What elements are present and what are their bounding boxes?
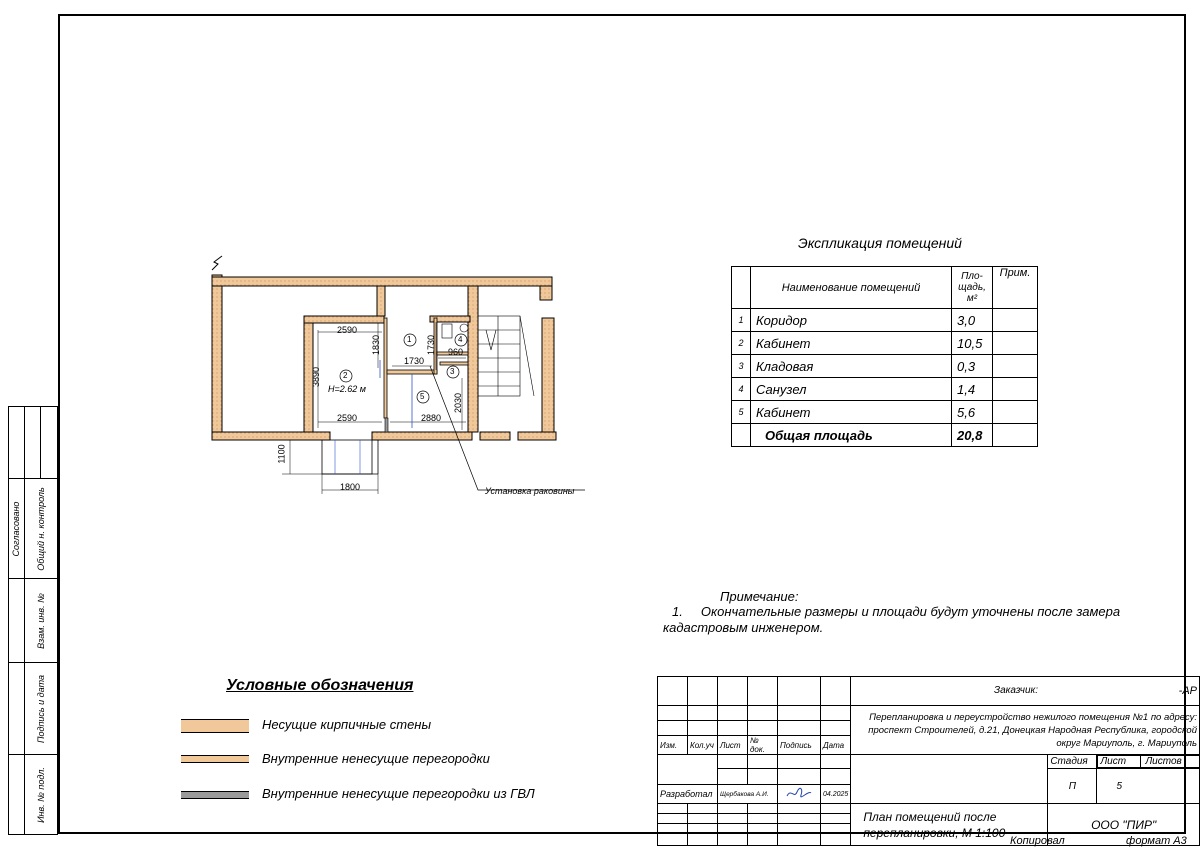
- ceiling-height: H=2.62 м: [328, 384, 366, 394]
- stage-value: П: [1048, 769, 1097, 804]
- title-block: [657, 676, 1200, 846]
- legend-swatch-partition: [181, 755, 249, 763]
- dim-1730-horizontal: 1730: [404, 356, 425, 366]
- legend-label-partition: Внутренние ненесущие перегородки: [262, 751, 490, 766]
- row-area: 10,5: [952, 332, 993, 355]
- row-name: Кабинет: [751, 401, 952, 424]
- drawing-title: План помещений после перепланировки, М 1:100: [851, 804, 1048, 846]
- sheet-values: [1097, 769, 1200, 804]
- sheet-labels: [1097, 755, 1199, 768]
- total-value: 20,8: [952, 424, 993, 447]
- row-area: 3,0: [952, 309, 993, 332]
- row-area: 5,6: [952, 401, 993, 424]
- row-name: Коридор: [751, 309, 952, 332]
- customer-cell: [851, 677, 1200, 706]
- dim-2590-bottom: 2590: [337, 413, 358, 423]
- sheets-label: Листов: [1145, 756, 1182, 767]
- side-orig-inv: Инв. № подл.: [35, 766, 46, 823]
- legend-label-gvl: Внутренние ненесущие перегородки из ГВЛ: [262, 786, 535, 801]
- customer-label: Заказчик:: [993, 685, 1039, 696]
- room-number-3: 3: [450, 367, 455, 376]
- note-line-2: кадастровым инженером.: [663, 620, 824, 635]
- room-number-5: 5: [420, 392, 425, 401]
- dim-1100: 1100: [276, 444, 287, 464]
- dim-1730-vertical: 1730: [426, 334, 437, 356]
- dim-2030: 2030: [453, 392, 464, 414]
- explication-table: [731, 266, 1038, 447]
- room-number-1: 1: [407, 335, 412, 344]
- col-header-doc: № док.: [748, 736, 778, 755]
- note-line-1: 1. Окончательные размеры и площади будут уточнены после замера: [672, 604, 1121, 619]
- legend-swatch-bearing: [181, 719, 249, 733]
- col-header-qty: Кол.уч: [688, 736, 718, 755]
- sheet-label: Лист: [1100, 756, 1141, 767]
- row-number: 1: [732, 309, 751, 332]
- project-description: Перепланировка и переустройство нежилого помещения №1 по адресу: проспект Строителей, д.21, Донецкая Народная Республика, городской округ Мариуполь, г. Мариуполь: [851, 706, 1200, 755]
- row-number: 4: [732, 378, 751, 401]
- developed-label: Разработал: [658, 785, 718, 804]
- side-signature-date: Подпись и дата: [35, 674, 46, 743]
- row-note: [993, 309, 1038, 332]
- row-number: 5: [732, 401, 751, 424]
- col-header-signature: Подпись: [778, 736, 821, 755]
- floor-plan: [200, 255, 600, 505]
- legend-title: Условные обозначения: [226, 677, 414, 694]
- row-name: Кладовая: [751, 355, 952, 378]
- side-agreed: Согласовано: [11, 501, 22, 556]
- explication-row: [732, 401, 1038, 424]
- company-name: ООО "ПИР": [1048, 804, 1200, 846]
- row-name: Кабинет: [751, 332, 952, 355]
- dim-3890: 3890: [311, 366, 322, 388]
- dim-2590-top: 2590: [337, 325, 358, 335]
- header-area: Пло- щадь, м²: [952, 267, 993, 309]
- total-label: Общая площадь: [751, 424, 952, 447]
- dim-1830: 1830: [371, 334, 382, 356]
- legend-swatch-gvl: [181, 791, 249, 799]
- col-header-rev: Изм.: [658, 736, 688, 755]
- side-general-control: Общий н. контроль: [35, 486, 46, 571]
- explication-row: [732, 309, 1038, 332]
- stage-label: Стадия: [1048, 755, 1097, 769]
- sink-callout: Установка раковины: [485, 486, 575, 496]
- row-area: 1,4: [952, 378, 993, 401]
- format-label: формат А3: [1126, 835, 1187, 847]
- side-stamp: [8, 406, 58, 834]
- side-replaces-inv: Взам. инв. №: [35, 592, 46, 649]
- developer-name: Щербакова А.И.: [718, 785, 778, 804]
- explication-row: [732, 355, 1038, 378]
- dim-1800: 1800: [340, 482, 361, 492]
- col-header-sheet: Лист: [718, 736, 748, 755]
- sheet-value: 5: [1116, 780, 1123, 792]
- dim-2880: 2880: [421, 413, 442, 423]
- row-note: [993, 355, 1038, 378]
- row-number: 2: [732, 332, 751, 355]
- header-note: Прим.: [993, 267, 1038, 309]
- legend-label-bearing: Несущие кирпичные стены: [262, 717, 432, 732]
- explication-title: Экспликация помещений: [798, 235, 962, 251]
- col-header-date: Дата: [821, 736, 851, 755]
- signature-cell: [778, 785, 821, 804]
- explication-row: [732, 378, 1038, 401]
- explication-row: [732, 332, 1038, 355]
- developed-date: 04.2025: [821, 785, 851, 804]
- dim-960: 960: [448, 347, 464, 357]
- signature-image: [785, 787, 813, 799]
- row-area: 0,3: [952, 355, 993, 378]
- row-note: [993, 378, 1038, 401]
- room-number-4: 4: [458, 335, 463, 344]
- row-number: 3: [732, 355, 751, 378]
- explication-total-row: [732, 424, 1038, 447]
- drawing-code: -АР: [1178, 685, 1197, 697]
- room-number-2: 2: [343, 371, 348, 380]
- row-note: [993, 401, 1038, 424]
- header-name: Наименование помещений: [751, 267, 952, 309]
- row-name: Санузел: [751, 378, 952, 401]
- copied-label: Копировал: [1010, 835, 1065, 847]
- note-heading: Примечание:: [720, 589, 799, 604]
- row-note: [993, 332, 1038, 355]
